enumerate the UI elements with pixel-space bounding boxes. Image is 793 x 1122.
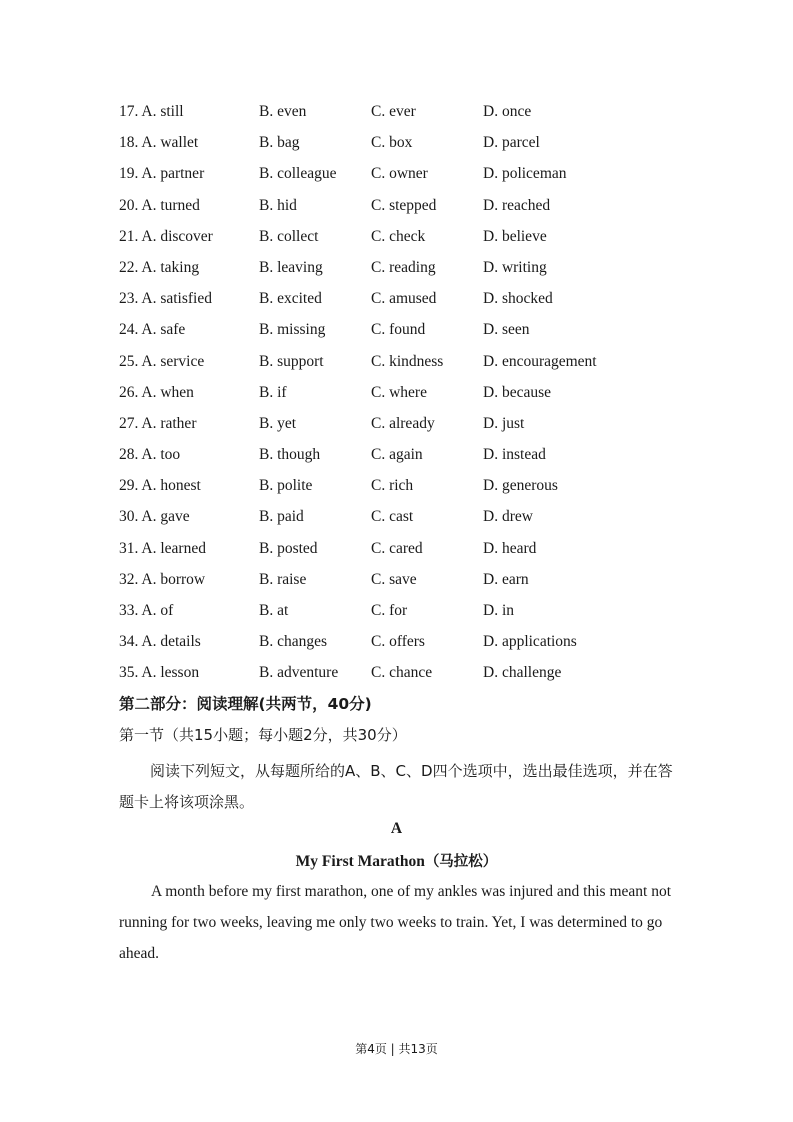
question-row [119, 470, 679, 501]
option-a: 30. A. gave [119, 508, 190, 526]
option-b: B. missing [259, 321, 326, 339]
option-a: 31. A. learned [119, 539, 206, 557]
option-a: 18. A. wallet [119, 134, 199, 152]
option-c: C. rich [371, 477, 414, 495]
question-row [119, 283, 679, 314]
option-c: C. reading [371, 258, 436, 276]
option-c: C. cast [371, 508, 414, 526]
option-d: D. challenge [483, 664, 562, 682]
question-row [119, 377, 679, 408]
option-b: B. even [259, 103, 307, 120]
option-c: C. offers [371, 633, 425, 651]
question-row [119, 346, 679, 377]
option-a: 20. A. turned [119, 196, 200, 214]
option-c: C. save [371, 570, 417, 588]
option-b: B. bag [259, 134, 300, 152]
option-c: C. for [371, 602, 408, 619]
question-row [119, 221, 679, 252]
option-b: B. polite [259, 477, 313, 495]
option-d: D. heard [483, 539, 537, 557]
section-instruction: 阅读下列短文，从每题所给的A、B、C、D四个选项中，选出最佳选项，并在答题卡上将该项涂黑。 [119, 762, 673, 811]
option-d: D. generous [483, 477, 558, 495]
option-a: 34. A. details [119, 633, 201, 651]
option-c: C. owner [371, 165, 428, 183]
option-c: C. check [371, 227, 426, 245]
option-a: 26. A. when [119, 383, 194, 401]
option-a: 17. A. still [119, 103, 184, 120]
question-row [119, 657, 679, 688]
option-a: 21. A. discover [119, 227, 213, 245]
option-d: D. instead [483, 446, 546, 464]
option-b: B. at [259, 602, 289, 619]
section-title: 第二部分：阅读理解(共两节，40分) [119, 695, 372, 713]
section-subtitle: 第一节（共15小题；每小题2分，共30分） [119, 726, 407, 744]
option-b: B. yet [259, 414, 297, 432]
option-d: D. applications [483, 633, 577, 651]
option-b: B. excited [259, 290, 322, 308]
question-row [119, 127, 679, 158]
option-d: D. parcel [483, 134, 540, 152]
option-d: D. writing [483, 258, 547, 276]
option-a: 22. A. taking [119, 258, 200, 276]
option-c: C. where [371, 383, 427, 401]
option-d: D. encouragement [483, 352, 597, 370]
option-b: B. adventure [259, 664, 339, 682]
passage-title-en: My First Marathon [295, 853, 425, 870]
option-b: B. collect [259, 227, 319, 245]
option-d: D. in [483, 602, 514, 619]
passage-title [0, 850, 793, 871]
option-d: D. believe [483, 227, 547, 245]
passage-body: A month before my first marathon, one of my ankles was injured and this meant not running for two weeks, leaving me only two weeks to train. Yet, I was determined to go ahead. [119, 883, 671, 963]
option-a: 32. A. borrow [119, 570, 206, 588]
option-b: B. raise [259, 570, 307, 588]
option-a: 19. A. partner [119, 165, 205, 183]
option-b: B. paid [259, 508, 304, 526]
option-b: B. colleague [259, 165, 337, 183]
question-row [119, 533, 679, 564]
question-row [119, 408, 679, 439]
question-row [119, 252, 679, 283]
option-a: 29. A. honest [119, 477, 201, 495]
option-a: 28. A. too [119, 446, 181, 464]
option-b: B. leaving [259, 258, 323, 276]
option-d: D. policeman [483, 165, 567, 183]
option-c: C. stepped [371, 196, 437, 214]
option-c: C. ever [371, 103, 416, 120]
option-a: 35. A. lesson [119, 664, 200, 682]
option-b: B. posted [259, 539, 318, 557]
option-a: 24. A. safe [119, 321, 186, 339]
question-row [119, 190, 679, 221]
passage-title-zh: （马拉松） [424, 854, 498, 870]
option-d: D. shocked [483, 290, 553, 308]
option-c: C. kindness [371, 352, 444, 370]
option-b: B. support [259, 352, 324, 370]
question-row [119, 314, 679, 345]
option-c: C. cared [371, 539, 423, 557]
question-row [119, 501, 679, 532]
option-a: 23. A. satisfied [119, 290, 212, 308]
option-b: B. hid [259, 196, 297, 214]
option-a: 25. A. service [119, 352, 205, 370]
question-row [119, 439, 679, 470]
option-c: C. found [371, 321, 426, 339]
option-b: B. if [259, 383, 287, 401]
option-c: C. box [371, 134, 413, 152]
option-c: C. again [371, 446, 423, 464]
option-a: 33. A. of [119, 602, 174, 619]
option-d: D. earn [483, 570, 529, 588]
option-b: B. changes [259, 633, 328, 651]
option-c: C. amused [371, 290, 437, 308]
option-c: C. already [371, 414, 435, 432]
question-row [119, 564, 679, 595]
question-row [119, 626, 679, 657]
question-row [119, 96, 679, 127]
option-a: 27. A. rather [119, 414, 197, 432]
option-d: D. just [483, 414, 525, 432]
option-d: D. because [483, 383, 551, 401]
option-b: B. though [259, 446, 321, 464]
option-d: D. once [483, 103, 532, 120]
option-d: D. seen [483, 321, 530, 339]
option-d: D. drew [483, 508, 533, 526]
page-footer: 第4页 | 共13页 [355, 1042, 438, 1056]
passage-letter: A [390, 820, 403, 837]
option-c: C. chance [371, 664, 433, 682]
question-row [119, 158, 679, 189]
options-list [119, 96, 679, 689]
option-d: D. reached [483, 196, 551, 214]
question-row [119, 595, 679, 626]
